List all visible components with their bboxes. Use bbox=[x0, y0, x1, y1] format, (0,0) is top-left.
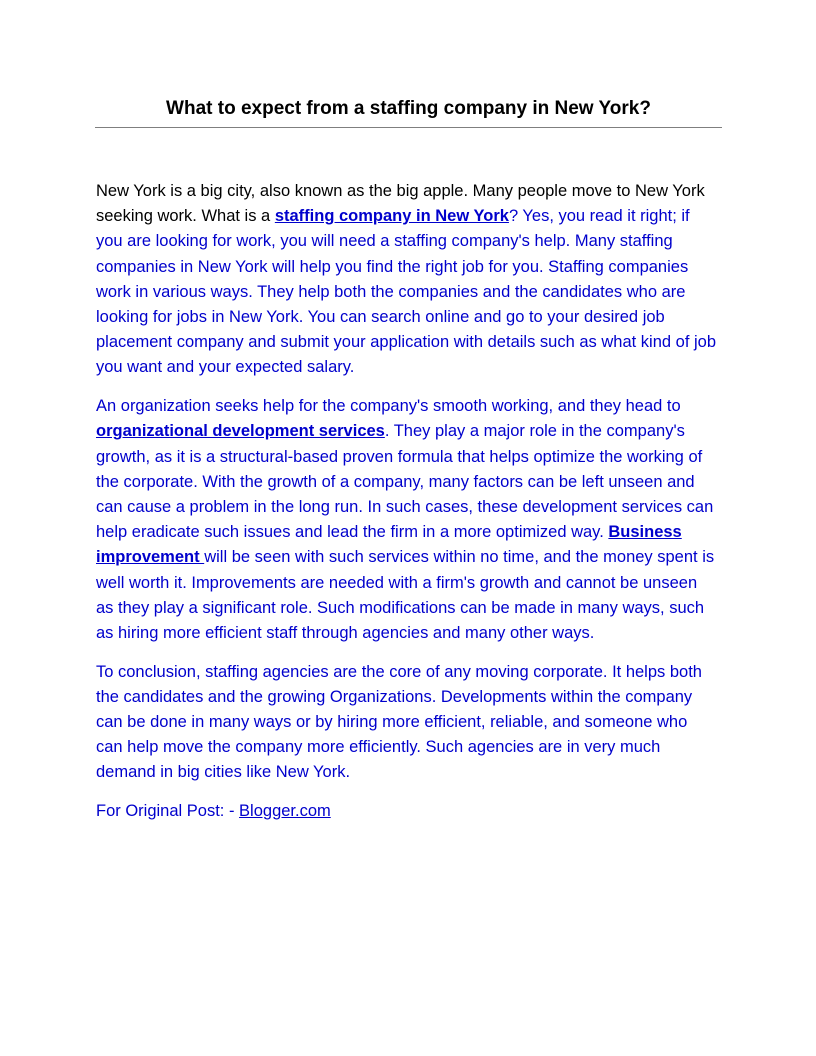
organizational-development-link[interactable]: organizational development services bbox=[96, 422, 385, 441]
page-title: What to expect from a staffing company in New York? bbox=[166, 98, 651, 119]
paragraph-3-text: To conclusion, staffing agencies are the core of any moving corporate. It helps both the candidates and the growing Organizations. Developments within the company can be done in many ways or by hiring more efficient, reliable, and someone who can help move the company more efficiently. Such agencies are in very much demand in big cities like New York. bbox=[96, 662, 702, 782]
paragraph-2 bbox=[96, 394, 716, 646]
paragraph-4 bbox=[96, 799, 716, 824]
paragraph-3 bbox=[96, 660, 716, 786]
staffing-company-link[interactable]: staffing company in New York bbox=[274, 207, 509, 226]
business-improvement-link[interactable]: Business improvement bbox=[96, 523, 682, 567]
blogger-link[interactable]: Blogger.com bbox=[239, 802, 331, 821]
title-divider bbox=[95, 127, 722, 128]
paragraph-1-rest: ? Yes, you read it right; if you are looking for work, you will need a staffing company's help. Many staffing companies in New York will help you find the right job for you. Staffing companies work in various ways. They help both the companies and the candidates who are looking for jobs in New York. You can search online and go to your desired job placement company and submit your application with details such as what kind of job you want and your expected salary. bbox=[96, 207, 717, 377]
paragraph-2-middle: . They play a major role in the company's growth, as it is a structural-based proven formula that helps optimize the working of the corporate. With the growth of a company, many factors can be left unseen and can cause a problem in the long run. In such cases, these development services can help eradicate such issues and lead the firm in a more optimized way. bbox=[96, 422, 714, 542]
document-body bbox=[96, 179, 716, 838]
paragraph-1-intro: New York is a big city, also known as the big apple. Many people move to New York seeking work. What is a bbox=[96, 182, 705, 226]
paragraph-2-intro: An organization seeks help for the company's smooth working, and they head to bbox=[96, 397, 681, 416]
paragraph-1 bbox=[96, 179, 716, 381]
original-post-label: For Original Post: - bbox=[96, 802, 240, 821]
paragraph-2-rest: will be seen with such services within no time, and the money spent is well worth it. Improvements are needed with a firm's growth and cannot be unseen as they play a significant role. Such modifications can be made in many ways, such as hiring more efficient staff through agencies and many other ways. bbox=[96, 548, 715, 642]
